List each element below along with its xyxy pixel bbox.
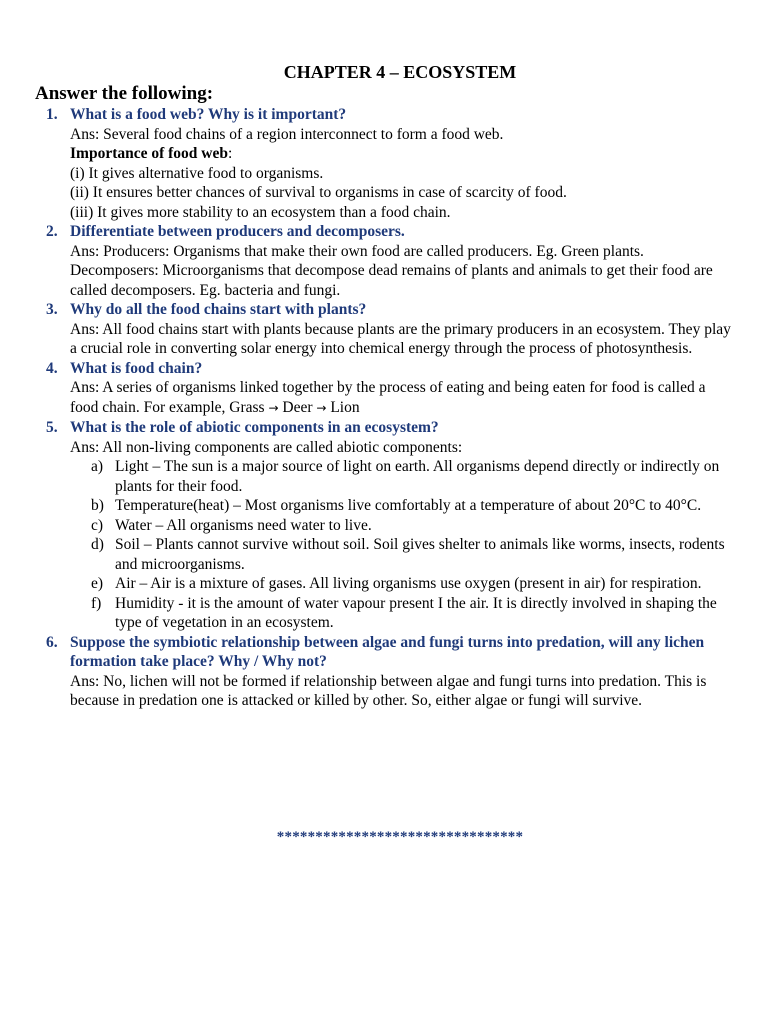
component-label: d)	[91, 536, 104, 553]
food-chain-item: Deer	[282, 398, 313, 416]
answer-text: Ans: Several food chains of a region interconnect to form a food web.	[70, 125, 504, 143]
answer-text: Ans: A series of organisms linked together by the process of eating and being eaten for food is called a food chain. For example, Grass	[70, 379, 706, 416]
arrow-right-icon: →	[316, 400, 327, 415]
answer-line	[70, 378, 734, 418]
chapter-title: CHAPTER 4 – ECOSYSTEM	[283, 62, 517, 82]
component-item-light	[70, 457, 734, 496]
question-number: 5.	[46, 419, 58, 436]
component-label: b)	[91, 497, 104, 514]
question-item-5	[0, 418, 768, 633]
component-label: a)	[91, 458, 104, 475]
question-text: What is food chain?	[70, 359, 203, 377]
component-text: Temperature(heat) – Most organisms live comfortably at a temperature of about 20°C to 40°C.	[115, 497, 702, 514]
answer-text: Ans: All non-living components are called abiotic components:	[70, 438, 463, 456]
answer-text: Ans: No, lichen will not be formed if relationship between algae and fungi turns into predation. This is because in predation one is attacked or killed by other. So, either algae or fungi will survive.	[70, 672, 707, 709]
answer-producers: Ans: Producers: Organisms that make their own food are called producers. Eg. Green plants.	[70, 242, 644, 260]
component-text: Soil – Plants cannot survive without soil. Soil gives shelter to animals like worms, insects, rodents and microorganisms.	[115, 536, 725, 573]
importance-label: Importance of food web	[70, 145, 228, 162]
component-item-air	[70, 574, 734, 594]
component-label: e)	[91, 575, 104, 592]
component-text: Air – Air is a mixture of gases. All living organisms use oxygen (present in air) for respiration.	[115, 575, 702, 592]
question-number: 6.	[46, 633, 58, 651]
component-text: Humidity - it is the amount of water vapour present I the air. It is directly involved in shaping the type of vegetation in an ecosystem.	[115, 594, 717, 631]
question-item-1	[0, 105, 768, 222]
question-text: Suppose the symbiotic relationship between algae and fungi turns into predation, will any lichen formation take place? Why / Why not?	[70, 633, 705, 670]
question-number: 4.	[46, 359, 58, 377]
food-chain-item: Lion	[330, 398, 360, 416]
component-text: Water – All organisms need water to live.	[115, 516, 372, 534]
question-item-4	[0, 359, 768, 419]
section-heading: Answer the following:	[35, 83, 214, 104]
question-text: Why do all the food chains start with plants?	[70, 301, 367, 318]
question-list	[0, 105, 768, 711]
component-item-water	[70, 516, 734, 536]
answer-text: Ans: All food chains start with plants because plants are the primary producers in an ecosystem. They play a crucial role in converting solar energy into chemical energy through the process of photosynthesis.	[70, 320, 731, 357]
component-item-temperature	[70, 496, 734, 516]
question-number: 3.	[46, 301, 58, 318]
question-item-2	[0, 222, 768, 300]
importance-colon: :	[228, 145, 233, 162]
component-item-soil	[70, 535, 734, 574]
component-label: c)	[91, 516, 104, 534]
question-text: Differentiate between producers and decomposers.	[70, 223, 405, 240]
question-number: 1.	[46, 106, 58, 123]
answer-decomposers: Decomposers: Microorganisms that decompose dead remains of plants and animals to get their food are called decomposers. Eg. bacteria and fungi.	[70, 262, 713, 299]
question-item-6	[0, 633, 768, 711]
component-text: Light – The sun is a major source of light on earth. All organisms depend directly or indirectly on plants for their food.	[115, 458, 720, 495]
component-label: f)	[91, 594, 102, 612]
arrow-right-icon: →	[268, 400, 279, 415]
question-text: What is the role of abiotic components in an ecosystem?	[70, 419, 439, 436]
importance-point: (iii) It gives more stability to an ecosystem than a food chain.	[70, 203, 451, 221]
component-item-humidity	[70, 594, 734, 633]
importance-point: (i) It gives alternative food to organisms.	[70, 164, 324, 182]
end-marker: ********************************	[276, 829, 524, 845]
importance-point: (ii) It ensures better chances of survival to organisms in case of scarcity of food.	[70, 184, 567, 201]
importance-line	[70, 144, 734, 164]
question-text: What is a food web? Why is it important?	[70, 106, 347, 123]
question-item-3	[0, 300, 768, 359]
question-number: 2.	[46, 223, 58, 240]
